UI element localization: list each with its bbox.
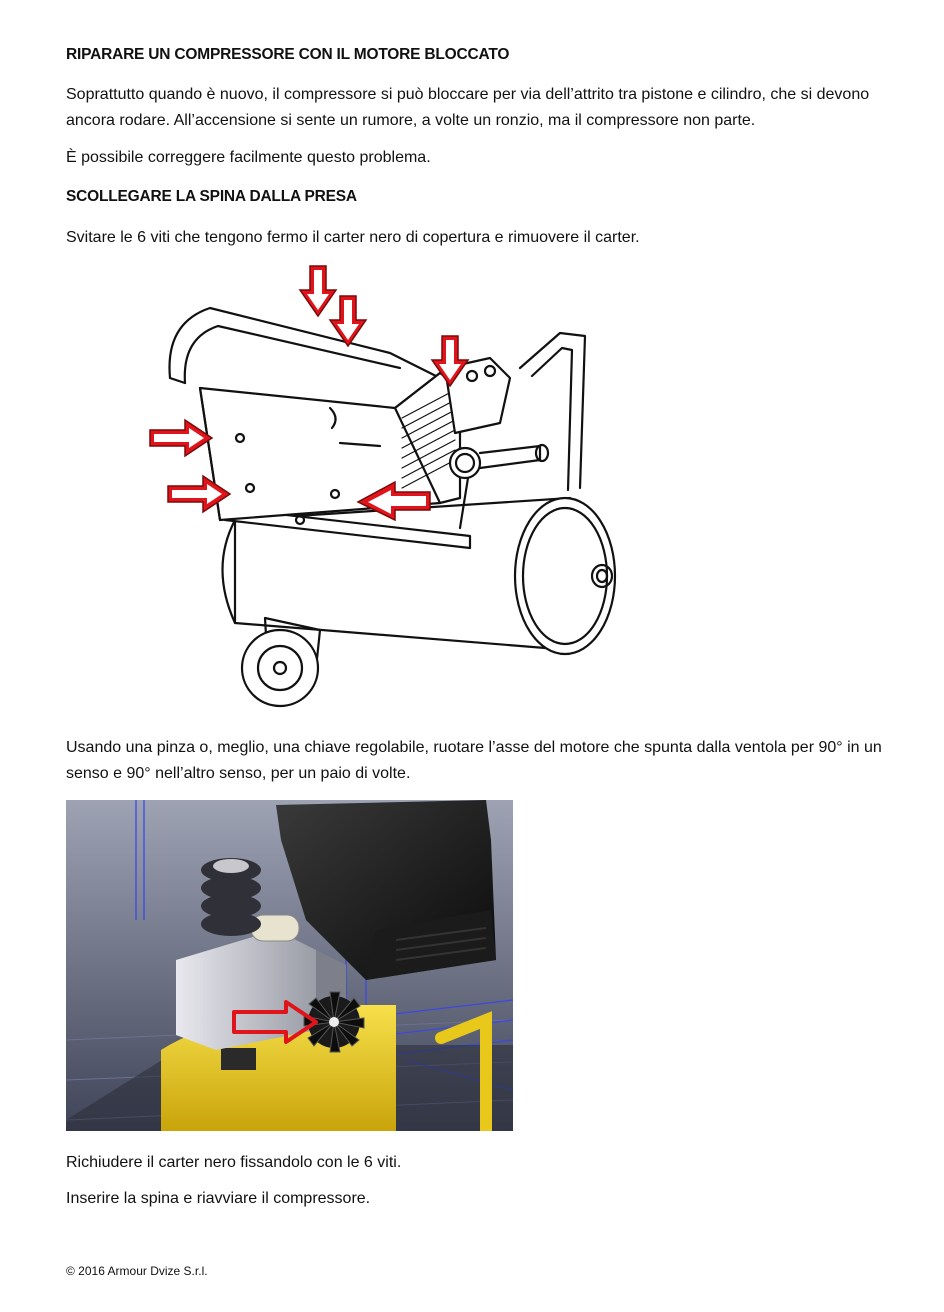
wheel — [242, 630, 318, 706]
heading-unplug: SCOLLEGARE LA SPINA DALLA PRESA — [66, 188, 357, 205]
compressor-line-drawing — [140, 258, 620, 710]
intro-paragraph: Soprattutto quando è nuovo, il compressore si può bloccare per via dell’attrito tra pistone e cilindro, che si devono ancora rodare. All’accensione si sente un rumore, a volte un ronzio, ma il compressore non parte. — [66, 86, 870, 129]
rotate-shaft-instruction: Usando una pinza o, meglio, una chiave regolabile, ruotare l’asse del motore che spunta dalla ventola per 90° in un senso e 90° nell’altro senso, per un paio di volte. — [66, 739, 882, 782]
unscrew-instruction: Svitare le 6 viti che tengono fermo il carter nero di copertura e rimuovere il carter. — [66, 229, 640, 246]
copyright-footer: © 2016 Armour Dvize S.r.l. — [66, 1264, 208, 1278]
heading-repair-compressor: RIPARARE UN COMPRESSORE CON IL MOTORE BLOCCATO — [66, 46, 510, 63]
restart-instruction: Inserire la spina e riavviare il compressore. — [66, 1190, 371, 1207]
compressor-render-photo — [66, 800, 513, 1131]
close-cover-instruction: Richiudere il carter nero fissandolo con le 6 viti. — [66, 1154, 402, 1171]
solution-paragraph: È possibile correggere facilmente questo problema. — [66, 149, 431, 166]
